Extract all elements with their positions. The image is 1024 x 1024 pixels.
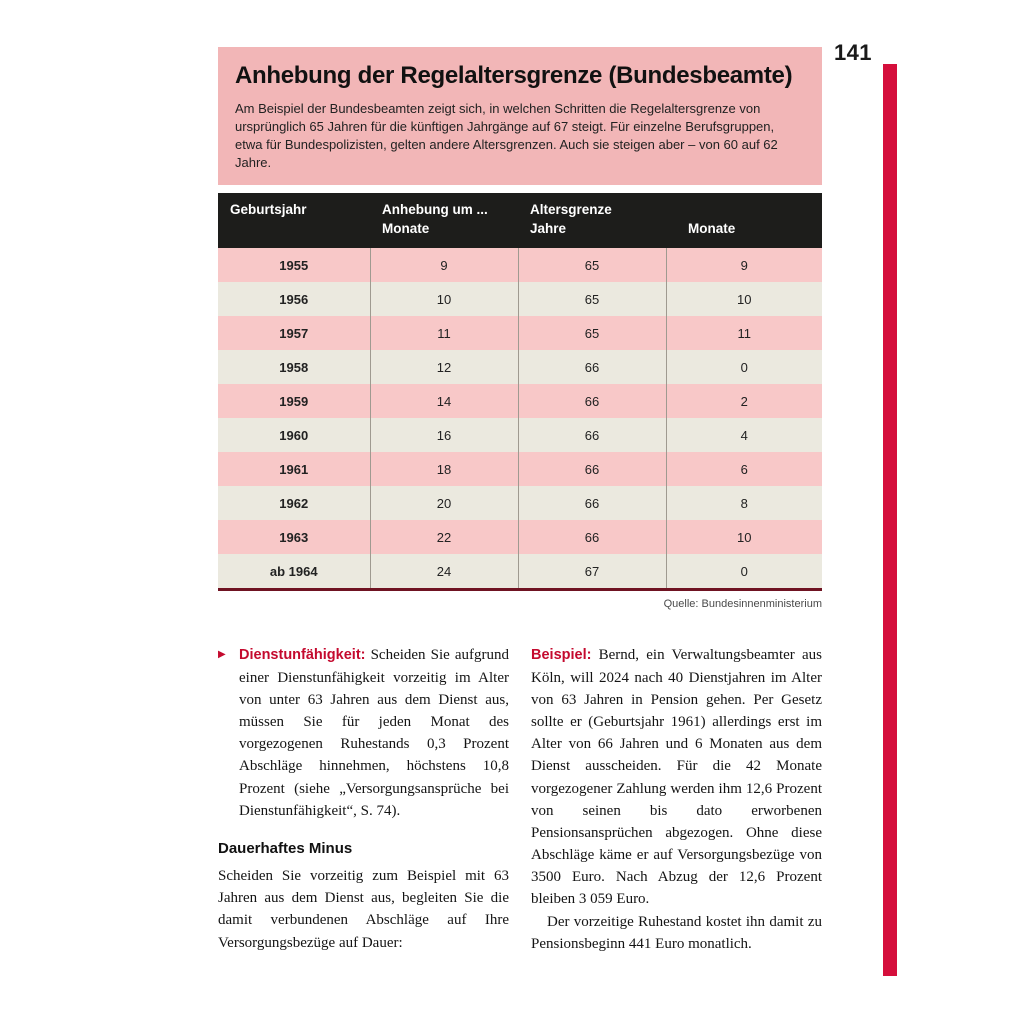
body-columns [218,644,822,955]
infobox-title: Anhebung der Regelaltersgrenze (Bundesbeamte) [235,62,793,89]
cell-raise-months: 9 [370,248,518,282]
cell-raise-months: 18 [370,452,518,486]
cell-age-months: 0 [666,350,822,384]
cell-age-years: 66 [518,452,666,486]
table-row [218,418,822,452]
subheading-dauerhaftes-minus: Dauerhaftes Minus [218,839,353,857]
table-row [218,486,822,520]
cell-age-months: 8 [666,486,822,520]
table-row [218,554,822,590]
table-header-row [218,193,822,248]
infobox-intro: Am Beispiel der Bundesbeamten zeigt sich, in welchen Schritten die Regelaltersgrenze von ursprünglich 65 Jahren für die künftigen Jahrgänge auf 67 steigt. Für einzelne Berufsgruppen, etwa für Bundespolizisten, gelten andere Altersgrenzen. Auch sie steigen aber – von 60 auf 62 Jahre. [235,100,778,171]
cell-year: 1956 [218,282,370,316]
cell-raise-months: 22 [370,520,518,554]
body-column-right [531,644,822,955]
retirement-age-table [218,193,822,591]
cell-raise-months: 10 [370,282,518,316]
paragraph-dauerhaftes-minus: Scheiden Sie vorzeitig zum Beispiel mit 63 Jahren aus dem Dienst aus, begleiten Sie die damit verbundenen Abschläge auf Ihre Versorgungsbezüge auf Dauer: [218,868,509,951]
paragraph-dienstunfaehigkeit [218,644,509,822]
cell-year: 1957 [218,316,370,350]
cell-year: 1963 [218,520,370,554]
cell-year: 1958 [218,350,370,384]
cell-year: 1962 [218,486,370,520]
cell-age-years: 66 [518,418,666,452]
table-row [218,282,822,316]
lead-text: Bernd, ein Verwaltungsbeamter aus Köln, will 2024 nach 40 Dienstjahren im Alter von 63 Jahren in Pension gehen. Per Gesetz sollte er (Geburtsjahr 1961) allerdings erst im Alter von 66 Jahren und 6 Monaten aus dem Dienst ausscheiden. Für die 42 Monate vorgezogener Zahlung werden ihm 12,6 Prozent von seinen bis dato erworbenen Pensionsansprüchen abgezogen. Ohne diese Abschläge käme er auf Versorgungsbezüge von 3500 Euro. Nach Abzug der 12,6 Prozent bleiben 3 059 Euro. [531,647,822,908]
cell-raise-months: 20 [370,486,518,520]
cell-age-months: 6 [666,452,822,486]
cell-age-months: 4 [666,418,822,452]
cell-age-years: 66 [518,486,666,520]
page-edge-bar [883,64,897,976]
bullet-arrow-icon: ▶ [218,649,226,661]
col-header-geburtsjahr: Geburtsjahr [218,193,370,248]
table-source: Quelle: Bundesinnenministerium [663,598,822,611]
cell-year: 1959 [218,384,370,418]
infobox [218,47,822,185]
cell-age-months: 10 [666,520,822,554]
cell-raise-months: 14 [370,384,518,418]
cell-age-years: 65 [518,248,666,282]
cell-age-months: 11 [666,316,822,350]
cell-year: 1955 [218,248,370,282]
cell-age-years: 66 [518,350,666,384]
table-row [218,452,822,486]
table-row [218,316,822,350]
cell-raise-months: 24 [370,554,518,590]
table-row [218,520,822,554]
lead-label: Beispiel: [531,647,592,664]
col-header-anhebung: Anhebung um ... Monate [370,193,518,248]
cell-year: 1960 [218,418,370,452]
cell-age-years: 65 [518,282,666,316]
cell-year: ab 1964 [218,554,370,590]
cell-year: 1961 [218,452,370,486]
cell-raise-months: 11 [370,316,518,350]
page-number: 141 [834,40,872,65]
cell-age-years: 66 [518,384,666,418]
cell-age-months: 10 [666,282,822,316]
table-row [218,248,822,282]
cell-age-months: 9 [666,248,822,282]
table-row [218,350,822,384]
paragraph-beispiel [531,644,822,911]
lead-label: Dienstunfähigkeit: [239,647,366,664]
cell-age-months: 2 [666,384,822,418]
body-column-left [218,644,509,955]
page-content [218,47,822,955]
cell-age-years: 67 [518,554,666,590]
cell-raise-months: 16 [370,418,518,452]
cell-raise-months: 12 [370,350,518,384]
col-header-monate: Monate [666,193,822,248]
paragraph-fazit: Der vorzeitige Ruhestand kostet ihn damit zu Pensionsbeginn 441 Euro monatlich. [531,913,822,952]
cell-age-years: 66 [518,520,666,554]
cell-age-years: 65 [518,316,666,350]
cell-age-months: 0 [666,554,822,590]
table-row [218,384,822,418]
col-header-altersgrenze: Altersgrenze Jahre [518,193,666,248]
lead-text: Scheiden Sie aufgrund einer Dienstunfähigkeit vorzeitig im Alter von unter 63 Jahren aus dem Dienst aus, müssen Sie für jeden Monat des vorgezogenen Ruhestands 0,3 Prozent Abschläge hinnehmen, höchstens 10,8 Prozent (siehe „Versorgungsansprüche bei Dienstunfähigkeit“, S. 74). [239,647,509,819]
